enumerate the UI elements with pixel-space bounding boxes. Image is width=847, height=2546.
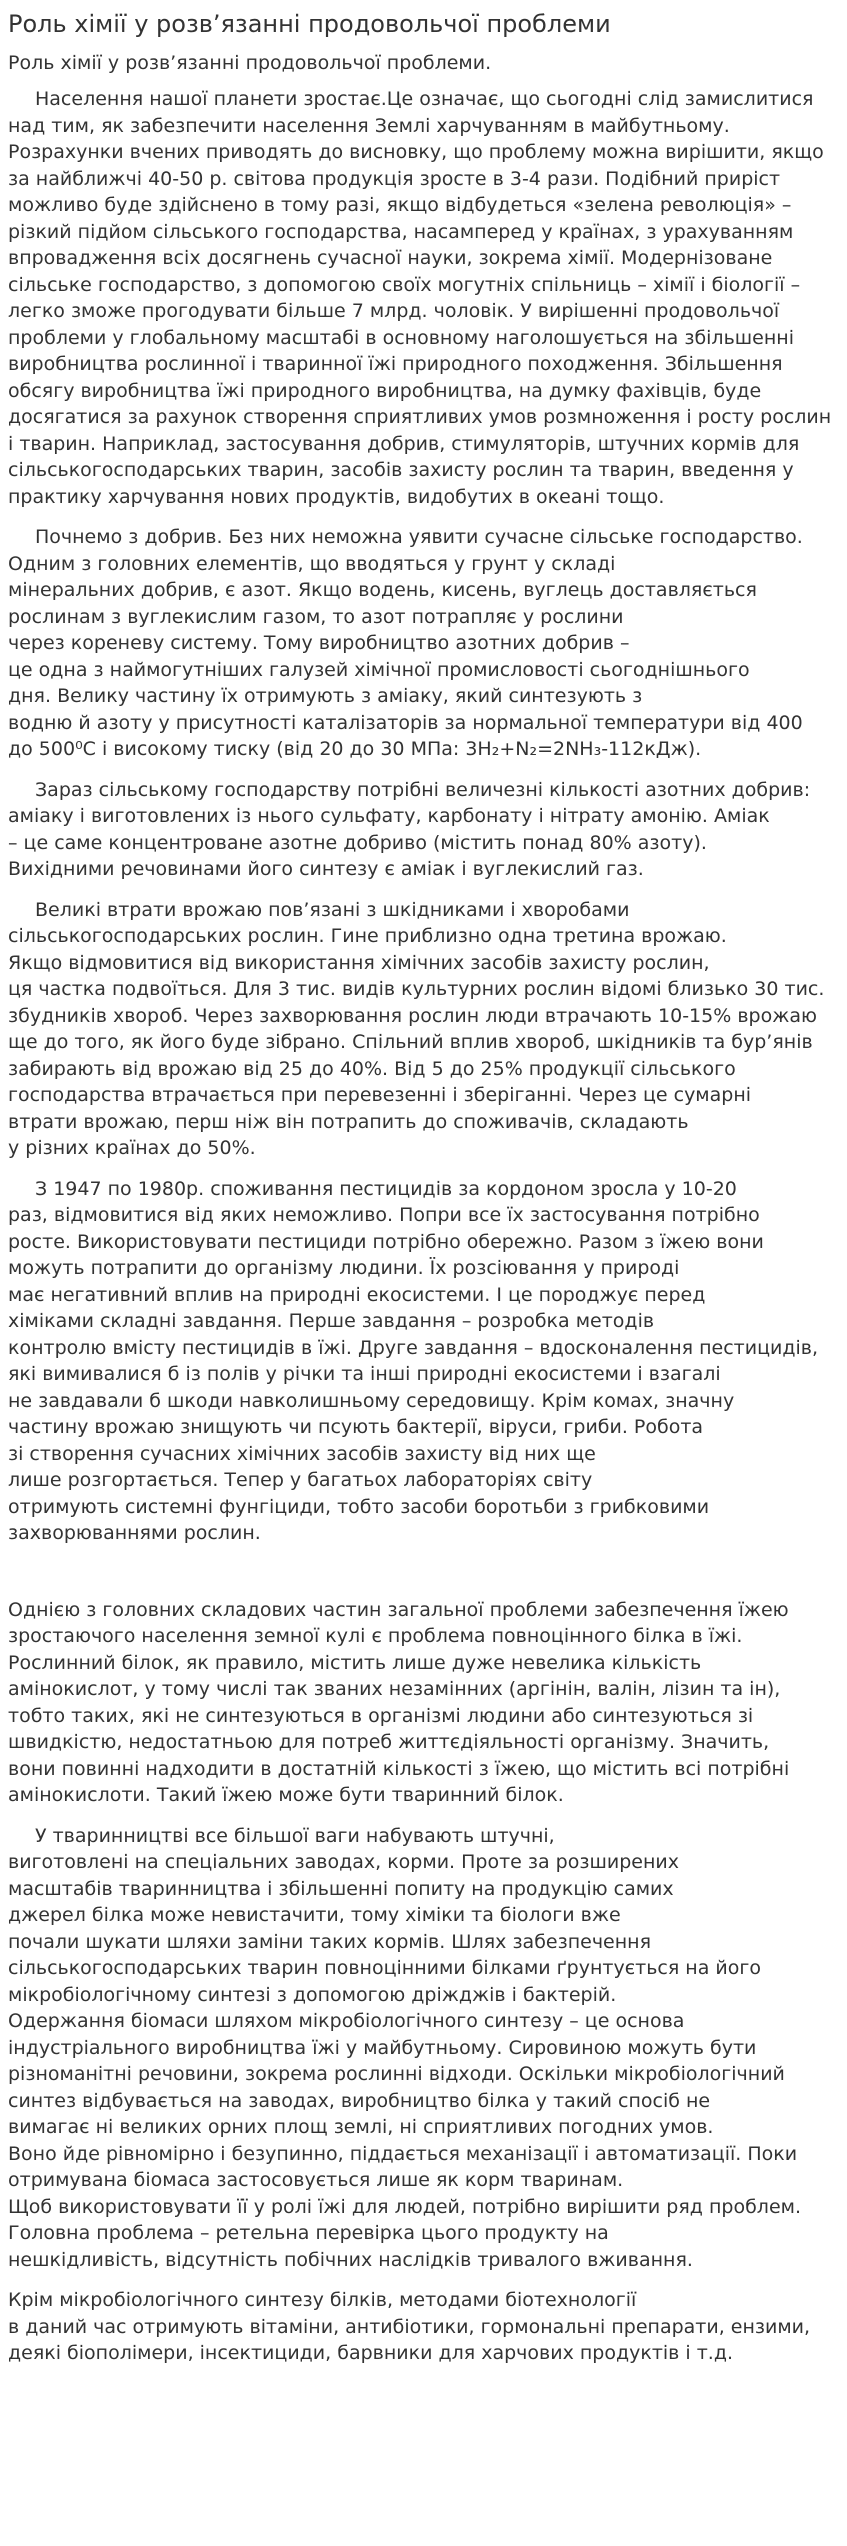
paragraph-line: Одним з головних елементів, що вводяться у грунт у складі [8, 552, 616, 575]
paragraph-line: не завдавали б шкоди навколишньому середовищу. Крім комах, значну [8, 1389, 735, 1412]
paragraph-line: – це саме концентроване азотне добриво (містить понад 80% азоту). [8, 831, 707, 854]
paragraph-line: почали шукати шляхи заміни таких кормів. Шлях забезпечення [8, 1930, 652, 1953]
paragraph [8, 524, 839, 763]
paragraph-line: Якщо відмовитися від використання хімічних засобів захисту рослин, [8, 951, 710, 974]
paragraph-line: Розрахунки вчених приводять до висновку, що проблему можна вирішити, якщо [8, 141, 824, 163]
paragraph-line: Рослинний білок, як правило, містить лише дуже невелика кількість [8, 1651, 702, 1674]
paragraph-line: амінокислоти. Такий їжею може бути тваринний білок. [8, 1784, 564, 1806]
paragraph-line: водню й азоту у присутності каталізаторів за нормальної температури від 400 [8, 711, 803, 734]
article-body [8, 86, 839, 2367]
paragraph-line: можливо буде здійснено в тому разі, якщо відбудеться «зелена революція» – [8, 194, 792, 216]
paragraph-line: у різних країнах до 50%. [8, 1137, 256, 1159]
paragraph-line: деякі біополімери, інсектициди, барвники для харчових продуктів і т.д. [8, 2342, 734, 2364]
paragraph-line: контролю вмісту пестицидів в їжі. Друге завдання – вдосконалення пестицидів, [8, 1336, 819, 1359]
paragraph [8, 2287, 839, 2367]
paragraph-line: ця частка подвоїться. Для 3 тис. видів культурних рослин відомі близько 30 тис. [8, 978, 825, 1000]
paragraph-line: аміаку і виготовлених із нього сульфату, карбонату і нітрату амонію. Аміак [8, 805, 770, 827]
paragraph-line: джерел білка може невистачити, тому хіміки та біологи вже [8, 1904, 621, 1926]
paragraph-line: впровадження всіх досягнень сучасної науки, зокрема хімії. Модернізоване [8, 247, 773, 269]
paragraph-line: має негативний вплив на природні екосистеми. І це породжує перед [8, 1283, 706, 1306]
paragraph-line: Почнемо з добрив. Без них неможна уявити сучасне сільське господарство. [35, 526, 803, 548]
paragraph-line: росте. Використовувати пестициди потрібно обережно. Разом з їжею вони [8, 1230, 764, 1253]
paragraph-line: сільськогосподарських тварин, засобів захисту рослин та тварин, введення у [8, 459, 794, 481]
article-subtitle: Роль хімії у розв’язанні продовольчої проблеми. [8, 52, 492, 74]
paragraph [8, 86, 839, 510]
paragraph-line: це одна з наймогутніших галузей хімічної промисловості сьогоднішнього [8, 658, 750, 681]
paragraph-line: втрати врожаю, перш ніж він потрапить до споживачів, складають [8, 1110, 689, 1133]
paragraph-line: амінокислот, у тому числі так званих незамінних (аргінін, валін, лізин та ін), [8, 1678, 781, 1700]
paragraph [8, 1176, 839, 1547]
paragraph-line: Однією з головних складових частин загальної проблеми забезпечення їжею [8, 1598, 789, 1621]
paragraph-line: через кореневу систему. Тому виробництво азотних добрив – [8, 632, 630, 654]
paragraph-line: лише розгортається. Тепер у багатьох лабораторіях світу [8, 1469, 593, 1491]
paragraph-line: обсягу виробництва їжі природного виробництва, на думку фахівців, буде [8, 379, 762, 402]
paragraph-line: практику харчування нових продуктів, видобутих в океані тощо. [8, 485, 665, 508]
paragraph-line: різкий підйом сільського господарства, насамперед у країнах, з урахуванням [8, 220, 794, 243]
paragraph-line: швидкістю, недостатньою для потреб життєдіяльності організму. Значить, [8, 1731, 770, 1753]
paragraph-line: Населення нашої планети зростає.Це означає, що сьогодні слід замислитися [35, 88, 814, 110]
paragraph [8, 1597, 839, 1809]
paragraph-line: Великі втрати врожаю пов’язані з шкідниками і хворобами [35, 898, 630, 921]
paragraph-line: нешкідливість, відсутність побічних наслідків тривалого вживання. [8, 2248, 693, 2271]
paragraph-line: раз, відмовитися від яких неможливо. Попри все їх застосування потрібно [8, 1204, 760, 1226]
section-gap [8, 1561, 839, 1597]
paragraph-line: рослинам з вуглекислим газом, то азот потрапляє у рослини [8, 605, 624, 628]
paragraph-line: Одержання біомаси шляхом мікробіологічного синтезу – це основа [8, 2010, 685, 2032]
paragraph-line: Головна проблема – ретельна перевірка цього продукту на [8, 2222, 609, 2244]
paragraph [8, 777, 839, 883]
paragraph-line: захворюваннями рослин. [8, 1522, 261, 1544]
paragraph-line: до 500⁰С і високому тиску (від 20 до 30 МПа: 3H₂+N₂=2NH₃-112кДж). [8, 738, 702, 760]
paragraph-line: мінеральних добрив, є азот. Якщо водень, кисень, вуглець доставляється [8, 579, 757, 601]
paragraph-line: хіміками складні завдання. Перше завдання – розробка методів [8, 1310, 655, 1332]
paragraph-line: за найближчі 40-50 р. світова продукція зросте в 3-4 рази. Подібний приріст [8, 167, 781, 190]
paragraph-line: У тваринництві все більшої ваги набувають штучні, [35, 1824, 555, 1847]
paragraph-line: З 1947 по 1980р. споживання пестицидів за кордоном зросла у 10-20 [35, 1177, 737, 1200]
paragraph-line: отримують системні фунгіциди, тобто засоби боротьби з грибковими [8, 1495, 710, 1518]
paragraph-line: проблеми у глобальному масштабі в основному наголошується на збільшенні [8, 326, 794, 349]
paragraph-line: і тварин. Наприклад, застосування добрив, стимуляторів, штучних кормів для [8, 432, 800, 455]
page-title: Роль хімії у розв’язанні продовольчої проблеми [8, 10, 611, 38]
paragraph-line: які вимивалися б із полів у річки та інші природні екосистеми і взагалі [8, 1363, 721, 1385]
paragraph-line: Щоб використовувати її у ролі їжі для людей, потрібно вирішити ряд проблем. [8, 2195, 802, 2218]
paragraph-line: різноманітні речовини, зокрема рослинні відходи. Оскільки мікробіологічний [8, 2063, 785, 2085]
paragraph-line: збудників хвороб. Через захворювання рослин люди втрачають 10-15% врожаю [8, 1004, 817, 1027]
paragraph-line: Крім мікробіологічного синтезу білків, методами біотехнології [8, 2289, 637, 2311]
paragraph-line: можуть потрапити до організму людини. Їх розсіювання у природі [8, 1257, 680, 1279]
paragraph-line: виробництва рослинної і тваринної їжі природного походження. Збільшення [8, 353, 783, 375]
paragraph-line: зростаючого населення земної кулі є проблема повноцінного білка в їжі. [8, 1625, 743, 1647]
paragraph-line: тобто таких, які не синтезуються в організмі людини або синтезуються зі [8, 1704, 754, 1727]
paragraph-line: сільське господарство, з допомогою своїх могутніх спільниць – хімії і біології – [8, 273, 801, 296]
paragraph-line: синтез відбувається на заводах, виробництво білка у такий спосіб не [8, 2089, 711, 2112]
paragraph-line: вони повинні надходити в достатній кількості з їжею, що містить всі потрібні [8, 1757, 790, 1780]
paragraph-line: масштабів тваринництва і збільшенні попиту на продукцію самих [8, 1877, 674, 1900]
paragraph-line: досягатися за рахунок створення сприятливих умов розмноження і росту рослин [8, 406, 832, 428]
paragraph [8, 897, 839, 1162]
paragraph-line: вимагає ні великих орних площ землі, ні сприятливих погодних умов. [8, 2116, 714, 2138]
paragraph-line: індустріального виробництва їжі у майбутньому. Сировиною можуть бути [8, 2036, 757, 2059]
paragraph-line: господарства втрачається при перевезенні і зберіганні. Через це сумарні [8, 1084, 752, 1106]
paragraph-line: легко зможе прогодувати більше 7 млрд. чоловік. У вирішенні продовольчої [8, 300, 780, 322]
paragraph-line: мікробіологічному синтезі з допомогою дріжджів і бактерій. [8, 1983, 617, 2006]
paragraph-line: над тим, як забезпечити населення Землі харчуванням в майбутньому. [8, 114, 730, 137]
paragraph-line: сільськогосподарських рослин. Гине приблизно одна третина врожаю. [8, 925, 727, 947]
paragraph-line: в даний час отримують вітаміни, антибіотики, гормональні препарати, ензими, [8, 2315, 811, 2338]
paragraph-line: частину врожаю знищують чи псують бактерії, віруси, гриби. Робота [8, 1416, 704, 1438]
paragraph-line: забирають від врожаю від 25 до 40%. Від 5 до 25% продукції сільського [8, 1057, 736, 1080]
paragraph [8, 1823, 839, 2274]
paragraph-line: Воно йде рівномірно і безупинно, піддається механізації і автоматизації. Поки [8, 2142, 798, 2165]
paragraph-line: ще до того, як його буде зібрано. Спільний вплив хвороб, шкідників та бур’янів [8, 1031, 813, 1053]
paragraph-line: сільськогосподарських тварин повноцінними білками ґрунтується на його [8, 1957, 761, 1979]
paragraph-line: отримувана біомаса застосовується лише як корм тваринам. [8, 2169, 624, 2191]
paragraph-line: виготовлені на спеціальних заводах, корми. Проте за розширених [8, 1851, 679, 1873]
paragraph-line: дня. Велику частину їх отримують з аміаку, який синтезують з [8, 685, 643, 707]
paragraph-line: Зараз сільському господарству потрібні величезні кількості азотних добрив: [35, 778, 811, 801]
paragraph-line: Вихідними речовинами його синтезу є аміак і вуглекислий газ. [8, 858, 644, 880]
paragraph-line: зі створення сучасних хімічних засобів захисту від них ще [8, 1442, 596, 1465]
